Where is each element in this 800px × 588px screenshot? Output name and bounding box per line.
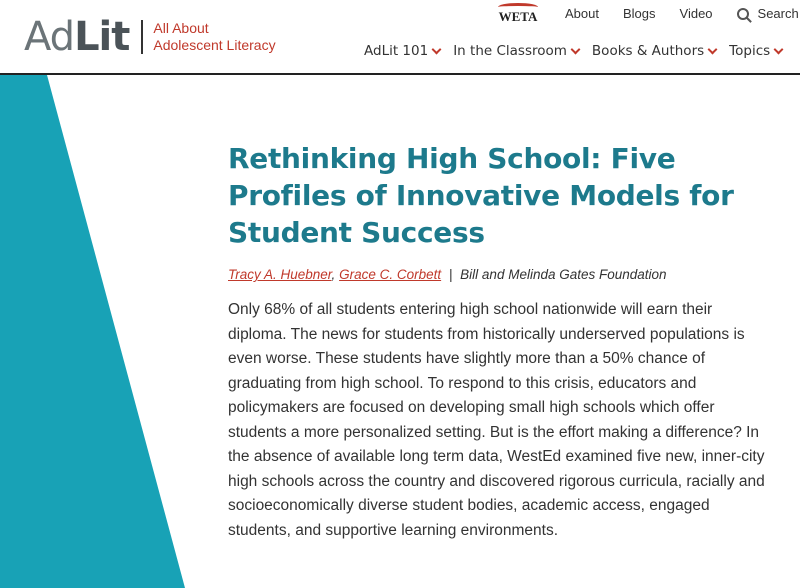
nav-about-link[interactable]: About xyxy=(565,6,599,21)
nav-in-the-classroom[interactable]: In the Classroom xyxy=(453,43,579,59)
byline-separator: | xyxy=(448,267,453,282)
logo-wordmark: AdLit xyxy=(24,14,130,60)
logo-tagline: All About Adolescent Literacy xyxy=(153,20,276,53)
chevron-down-icon xyxy=(774,44,784,54)
chevron-down-icon xyxy=(708,44,718,54)
search-label: Search xyxy=(757,6,799,21)
nav-video-link[interactable]: Video xyxy=(679,6,713,21)
article xyxy=(228,140,773,543)
article-summary: Only 68% of all students entering high school nationwide will earn their diploma. The news for students from historically underserved populations is even worse. These students have slightly more than a 50% chance of graduating from high school. To respond to this crisis, educators and policymakers are focused on developing small high schools which offer students a more personalized setting. But is the effort making a difference? In the absence of available long term data, WestEd examined five new, inner-city high schools across the country and discovered rigorous curricula, racially and socioeconomically diverse student bodies, academic access, engaged students, and supportive learning environments. xyxy=(228,301,765,539)
site-header xyxy=(0,0,800,75)
article-organization: Bill and Melinda Gates Foundation xyxy=(460,267,667,282)
article-title: Rethinking High School: Five Profiles of Innovative Models for Student Success xyxy=(228,142,734,249)
nav-topics[interactable]: Topics xyxy=(729,43,782,59)
weta-logo[interactable]: WETA xyxy=(492,3,544,25)
nav-books-authors[interactable]: Books & Authors xyxy=(592,43,716,59)
nav-adlit101[interactable]: AdLit 101 xyxy=(364,43,440,59)
chevron-down-icon xyxy=(432,44,442,54)
search-icon xyxy=(737,8,749,20)
adlit-logo[interactable] xyxy=(24,14,276,60)
chevron-down-icon xyxy=(570,44,580,54)
author-link[interactable]: Tracy A. Huebner xyxy=(228,267,332,282)
author-link[interactable]: Grace C. Corbett xyxy=(339,267,442,282)
logo-divider xyxy=(141,20,143,54)
nav-blogs-link[interactable]: Blogs xyxy=(622,6,656,21)
article-byline: Tracy A. Huebner, Grace C. Corbett | Bill and Melinda Gates Foundation xyxy=(228,267,667,282)
search-button[interactable] xyxy=(737,6,799,21)
utility-nav xyxy=(565,6,799,21)
main-nav xyxy=(364,43,795,59)
